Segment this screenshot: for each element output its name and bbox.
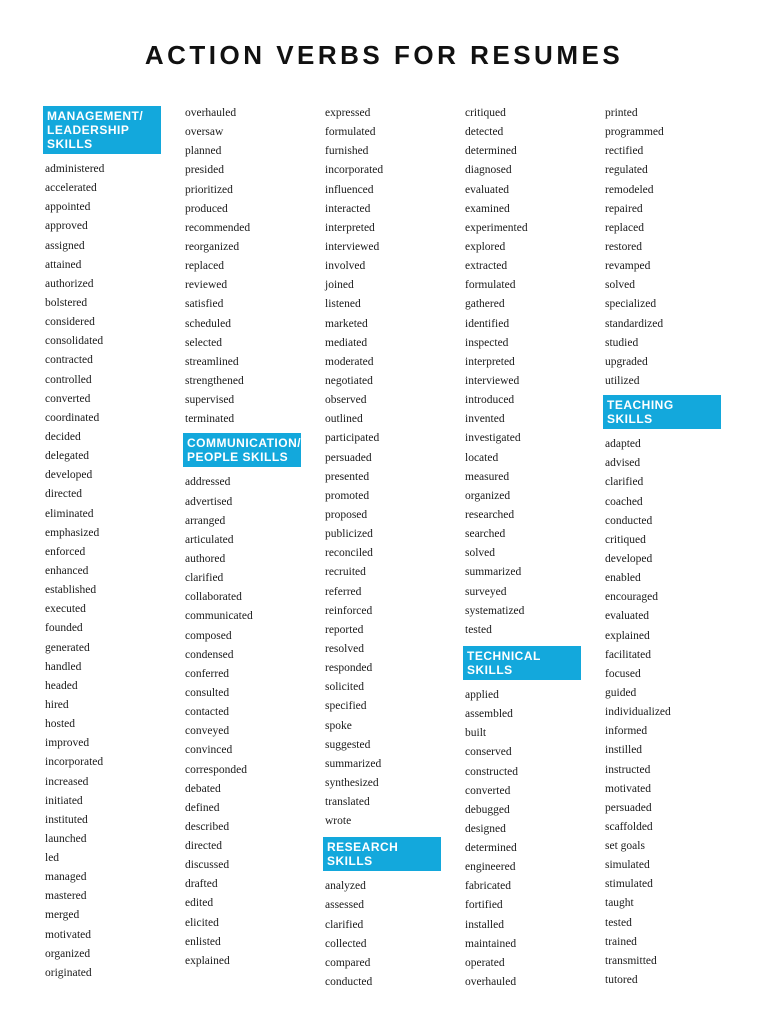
verb-item: reported xyxy=(325,623,364,636)
verb-item: coordinated xyxy=(45,411,100,424)
verb-item: discussed xyxy=(185,859,230,872)
verb-item: introduced xyxy=(465,394,515,407)
verb-item: generated xyxy=(45,641,90,654)
verb-item: advised xyxy=(605,457,641,470)
verb-item: considered xyxy=(45,316,95,329)
verb-item: conducted xyxy=(325,976,373,989)
verb-item: interpreted xyxy=(325,221,375,234)
verb-item: transmitted xyxy=(605,954,657,967)
verb-item: accelerated xyxy=(45,182,97,195)
verb-item: presented xyxy=(325,470,370,483)
verb-item: applied xyxy=(465,688,499,701)
verb-item: measured xyxy=(465,470,510,483)
word-list xyxy=(45,160,169,983)
verb-item: resolved xyxy=(325,642,364,655)
verb-item: originated xyxy=(45,966,92,979)
verb-item: interacted xyxy=(325,202,371,215)
verb-item: administered xyxy=(45,163,105,175)
verb-item: responded xyxy=(325,662,373,675)
verb-item: determined xyxy=(465,842,517,855)
verb-item: summarized xyxy=(325,757,382,770)
section-header-research: RESEARCH SKILLS xyxy=(323,837,441,871)
verb-item: proposed xyxy=(325,508,368,521)
verb-item: moderated xyxy=(325,355,374,368)
verb-item: prioritized xyxy=(185,183,233,196)
column-1 xyxy=(45,104,169,983)
verb-item: printed xyxy=(605,107,638,119)
verb-item: mastered xyxy=(45,890,87,903)
verb-item: examined xyxy=(465,202,510,215)
verb-item: edited xyxy=(185,897,214,910)
verb-item: enhanced xyxy=(45,564,89,577)
verb-item: joined xyxy=(325,279,354,292)
verb-item: located xyxy=(465,451,499,464)
verb-item: furnished xyxy=(325,145,369,158)
verb-item: programmed xyxy=(605,126,664,139)
verb-item: invented xyxy=(465,413,505,426)
verb-item: condensed xyxy=(185,648,234,661)
verb-item: terminated xyxy=(185,413,235,426)
verb-item: engineered xyxy=(465,861,516,874)
verb-item: assessed xyxy=(325,899,364,912)
verb-item: explained xyxy=(185,954,230,967)
verb-item: built xyxy=(465,727,487,740)
column-5 xyxy=(605,104,729,990)
verb-item: presided xyxy=(185,164,224,177)
verb-item: surveyed xyxy=(465,585,507,598)
verb-item: searched xyxy=(465,528,506,541)
verb-item: executed xyxy=(45,603,86,616)
verb-item: studied xyxy=(605,336,639,349)
verb-item: gathered xyxy=(465,298,505,311)
verb-item: evaluated xyxy=(605,610,650,623)
verb-item: repaired xyxy=(605,202,643,215)
verb-item: guided xyxy=(605,686,637,699)
verb-item: converted xyxy=(465,784,511,797)
page-title: ACTION VERBS FOR RESUMES xyxy=(144,40,624,70)
verb-item: appointed xyxy=(45,201,91,214)
verb-item: facilitated xyxy=(605,648,651,661)
verb-item: contracted xyxy=(45,354,93,367)
verb-item: researched xyxy=(465,508,515,521)
verb-item: managed xyxy=(45,871,87,884)
verb-item: debugged xyxy=(465,803,510,816)
verb-item: formulated xyxy=(325,126,376,139)
verb-item: experimented xyxy=(465,221,528,234)
verb-item: consulted xyxy=(185,686,230,699)
verb-item: instituted xyxy=(45,813,88,826)
verb-item: persuaded xyxy=(325,451,372,464)
verb-item: upgraded xyxy=(605,355,648,368)
verb-item: developed xyxy=(45,469,93,482)
verb-item: enabled xyxy=(605,572,641,585)
verb-item: communicated xyxy=(185,610,253,623)
verb-item: emphasized xyxy=(45,526,100,539)
word-list xyxy=(465,104,589,640)
verb-item: investigated xyxy=(465,432,521,445)
verb-item: scaffolded xyxy=(605,820,653,833)
verb-item: utilized xyxy=(605,374,640,387)
verb-item: marketed xyxy=(325,317,368,330)
column-3 xyxy=(325,104,449,992)
verb-item: informed xyxy=(605,725,648,738)
word-list xyxy=(185,104,309,429)
verb-item: adapted xyxy=(605,438,641,451)
verb-item: conferred xyxy=(185,667,230,680)
verb-item: articulated xyxy=(185,533,234,546)
verb-item: expressed xyxy=(325,107,371,119)
verb-item: founded xyxy=(45,622,83,635)
verb-item: recommended xyxy=(185,221,251,234)
verb-item: corresponded xyxy=(185,763,247,776)
verb-item: merged xyxy=(45,909,80,922)
verb-item: outlined xyxy=(325,413,363,426)
verb-item: overhauled xyxy=(185,107,237,119)
column-2 xyxy=(185,104,309,971)
verb-item: tested xyxy=(605,916,632,929)
verb-item: identified xyxy=(465,317,510,330)
verb-item: clarified xyxy=(325,918,364,931)
verb-item: convinced xyxy=(185,744,233,757)
section-header-teaching: TEACHING SKILLS xyxy=(603,395,721,429)
verb-item: standardized xyxy=(605,317,664,330)
verb-item: fabricated xyxy=(465,880,511,893)
word-list xyxy=(325,877,449,992)
verb-item: publicized xyxy=(325,528,373,541)
word-list xyxy=(325,104,449,831)
verb-item: drafted xyxy=(185,878,218,891)
verb-item: solicited xyxy=(325,681,364,694)
verb-item: designed xyxy=(465,822,506,835)
verb-item: mediated xyxy=(325,336,368,349)
verb-item: improved xyxy=(45,737,90,750)
verb-item: conveyed xyxy=(185,725,230,738)
verb-item: participated xyxy=(325,432,380,445)
verb-item: headed xyxy=(45,679,78,692)
verb-item: suggested xyxy=(325,738,371,751)
verb-item: decided xyxy=(45,430,81,443)
verb-item: systematized xyxy=(465,604,525,617)
verb-item: stimulated xyxy=(605,878,653,891)
verb-item: maintained xyxy=(465,937,517,950)
verb-item: interviewed xyxy=(465,374,520,387)
verb-item: eliminated xyxy=(45,507,94,520)
verb-item: delegated xyxy=(45,450,90,463)
verb-item: converted xyxy=(45,392,91,405)
verb-item: detected xyxy=(465,126,504,139)
verb-item: reconciled xyxy=(325,547,373,560)
verb-item: oversaw xyxy=(185,126,224,139)
verb-item: solved xyxy=(605,279,636,292)
verb-item: motivated xyxy=(605,782,651,795)
verb-item: authored xyxy=(185,552,226,565)
verb-item: explained xyxy=(605,629,650,642)
verb-item: wrote xyxy=(325,815,352,828)
verb-item: taught xyxy=(605,897,634,910)
verb-item: analyzed xyxy=(325,880,366,893)
verb-item: handled xyxy=(45,660,82,673)
verb-item: enlisted xyxy=(185,935,221,948)
verb-item: reinforced xyxy=(325,604,373,617)
verb-item: organized xyxy=(45,947,91,960)
verb-item: instructed xyxy=(605,763,651,776)
verb-item: formulated xyxy=(465,279,516,292)
verb-item: critiqued xyxy=(605,533,646,546)
word-list xyxy=(605,435,729,990)
verb-item: hosted xyxy=(45,718,76,731)
verb-item: directed xyxy=(185,840,223,853)
verb-item: rectified xyxy=(605,145,644,158)
verb-item: operated xyxy=(465,956,505,969)
verb-item: reviewed xyxy=(185,279,228,292)
verb-item: described xyxy=(185,820,230,833)
verb-item: scheduled xyxy=(185,317,231,330)
verb-item: controlled xyxy=(45,373,92,386)
word-list xyxy=(465,686,589,992)
verb-item: simulated xyxy=(605,859,650,872)
verb-item: conserved xyxy=(465,746,512,759)
verb-item: motivated xyxy=(45,928,91,941)
verb-item: focused xyxy=(605,667,641,680)
verb-item: listened xyxy=(325,298,361,311)
verb-item: tested xyxy=(465,623,492,636)
verb-item: interviewed xyxy=(325,240,380,253)
verb-item: planned xyxy=(185,145,222,158)
verb-item: enforced xyxy=(45,545,86,558)
verb-item: set goals xyxy=(605,840,645,853)
verb-item: incorporated xyxy=(325,164,384,177)
verb-item: produced xyxy=(185,202,228,215)
verb-item: inspected xyxy=(465,336,509,349)
verb-item: installed xyxy=(465,918,504,931)
verb-item: spoke xyxy=(325,719,352,732)
section-header-management: MANAGEMENT/ LEADERSHIP SKILLS xyxy=(43,106,161,154)
verb-item: specified xyxy=(325,700,367,713)
verb-item: launched xyxy=(45,832,87,845)
verb-item: assembled xyxy=(465,708,513,721)
verb-item: debated xyxy=(185,782,221,795)
verb-item: summarized xyxy=(465,566,522,579)
verb-item: defined xyxy=(185,801,220,814)
verb-item: constructed xyxy=(465,765,519,778)
verb-item: addressed xyxy=(185,476,231,489)
verb-item: established xyxy=(45,584,97,597)
verb-item: solved xyxy=(465,547,496,560)
verb-item: developed xyxy=(605,552,653,565)
verb-item: restored xyxy=(605,240,643,253)
verb-item: explored xyxy=(465,240,506,253)
verb-item: organized xyxy=(465,489,511,502)
verb-item: bolstered xyxy=(45,296,88,309)
verb-item: replaced xyxy=(605,221,644,234)
verb-item: trained xyxy=(605,935,637,948)
verb-item: satisfied xyxy=(185,298,224,311)
verb-item: critiqued xyxy=(465,107,506,119)
verb-item: collected xyxy=(325,937,367,950)
verb-item: approved xyxy=(45,220,88,233)
verb-item: collaborated xyxy=(185,591,242,604)
verb-item: incorporated xyxy=(45,756,104,769)
verb-item: replaced xyxy=(185,260,224,273)
verb-item: fortified xyxy=(465,899,503,912)
verb-item: authorized xyxy=(45,277,94,290)
verb-item: evaluated xyxy=(465,183,510,196)
verb-item: initiated xyxy=(45,794,83,807)
verb-item: contacted xyxy=(185,706,230,719)
verb-item: hired xyxy=(45,698,69,711)
section-header-technical: TECHNICAL SKILLS xyxy=(463,646,581,680)
column-4 xyxy=(465,104,589,992)
verb-item: conducted xyxy=(605,514,653,527)
word-list xyxy=(185,473,309,971)
verb-item: referred xyxy=(325,585,362,598)
word-list xyxy=(605,104,729,391)
verb-item: composed xyxy=(185,629,232,642)
verb-item: observed xyxy=(325,394,367,407)
verb-item: encouraged xyxy=(605,591,658,604)
verb-item: selected xyxy=(185,336,223,349)
verb-item: instilled xyxy=(605,744,643,757)
verb-item: assigned xyxy=(45,239,85,252)
verb-item: coached xyxy=(605,495,643,508)
verb-item: extracted xyxy=(465,260,508,273)
verb-item: clarified xyxy=(185,572,224,585)
verb-item: supervised xyxy=(185,394,235,407)
verb-item: determined xyxy=(465,145,517,158)
verb-item: consolidated xyxy=(45,335,104,348)
verb-item: compared xyxy=(325,956,371,969)
verb-item: streamlined xyxy=(185,355,239,368)
verb-item: attained xyxy=(45,258,82,271)
verb-item: promoted xyxy=(325,489,370,502)
verb-item: individualized xyxy=(605,706,671,719)
verb-item: persuaded xyxy=(605,801,652,814)
verb-item: revamped xyxy=(605,260,651,273)
verb-item: specialized xyxy=(605,298,657,311)
verb-item: directed xyxy=(45,488,83,501)
verb-item: synthesized xyxy=(325,776,379,789)
verb-item: arranged xyxy=(185,514,226,527)
verb-item: elicited xyxy=(185,916,219,929)
verb-item: increased xyxy=(45,775,89,788)
verb-item: remodeled xyxy=(605,183,654,196)
verb-item: regulated xyxy=(605,164,648,177)
verb-item: clarified xyxy=(605,476,644,489)
verb-item: diagnosed xyxy=(465,164,512,177)
verb-item: overhauled xyxy=(465,976,517,989)
verb-item: recruited xyxy=(325,566,366,579)
verb-item: involved xyxy=(325,260,366,273)
verb-item: strengthened xyxy=(185,374,244,387)
verb-item: tutored xyxy=(605,974,638,987)
verb-item: negotiated xyxy=(325,374,373,387)
verb-item: reorganized xyxy=(185,240,240,253)
verb-item: translated xyxy=(325,796,370,809)
verb-item: led xyxy=(45,852,60,865)
verb-item: influenced xyxy=(325,183,374,196)
verb-item: interpreted xyxy=(465,355,515,368)
section-header-communication: COMMUNICATION/ PEOPLE SKILLS xyxy=(183,433,301,467)
verb-item: advertised xyxy=(185,495,233,508)
